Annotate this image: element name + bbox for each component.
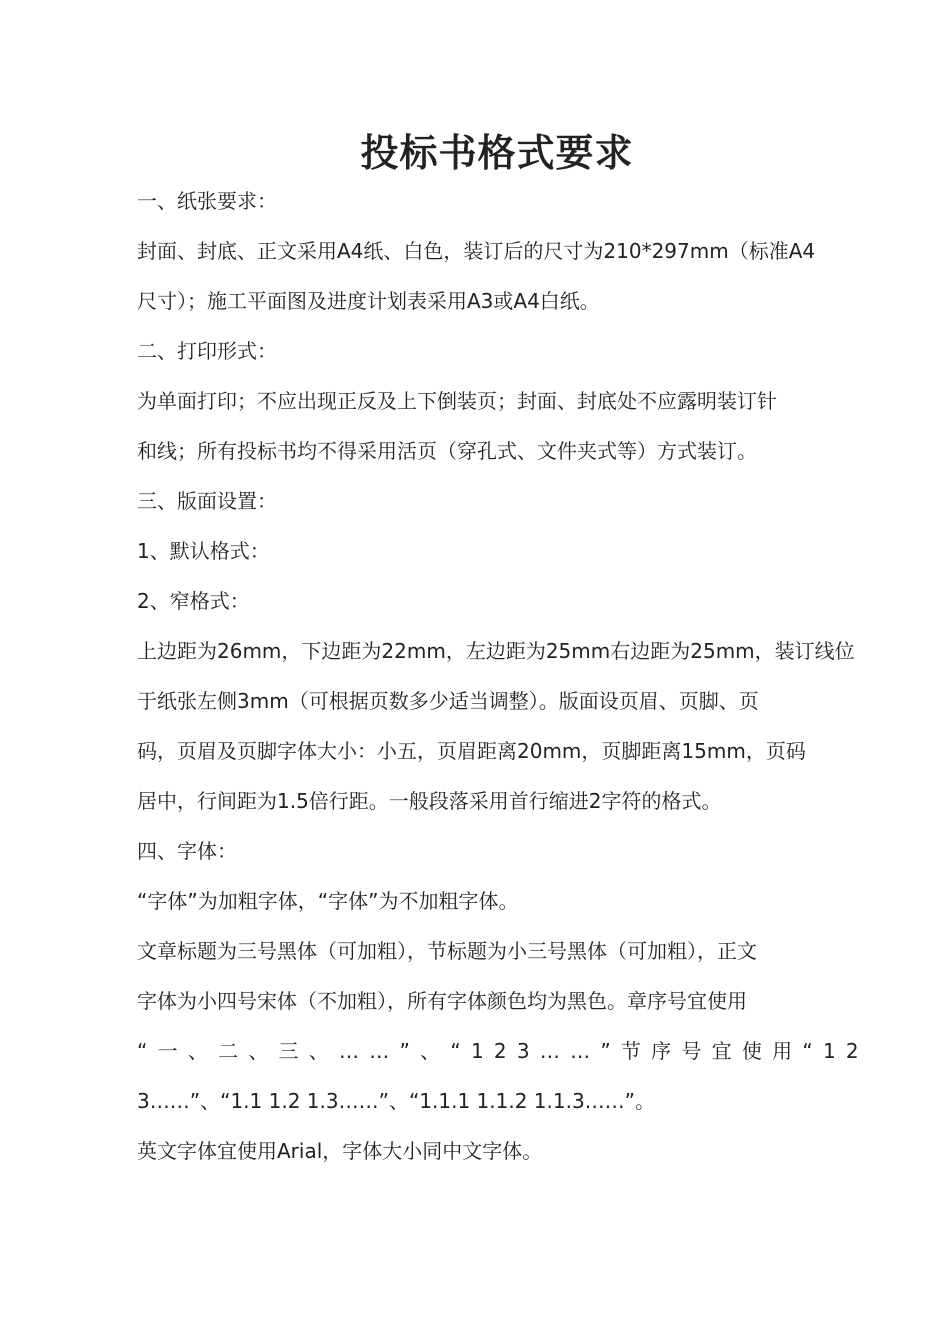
justified-char: “ xyxy=(137,1039,148,1063)
justified-char: 二 xyxy=(218,1039,239,1063)
paragraph-line: 居中，行间距为1.5倍行距。一般段落采用首行缩进2字符的格式。 xyxy=(137,789,722,813)
paragraph-line: 和线；所有投标书均不得采用活页（穿孔式、文件夹式等）方式装订。 xyxy=(137,439,757,463)
justified-char: “ xyxy=(450,1039,461,1063)
justified-char: 三 xyxy=(278,1039,299,1063)
justified-char: ” xyxy=(399,1039,410,1063)
paragraph-line: 3……”、“1.1 1.2 1.3……”、“1.1.1 1.1.2 1.1.3……”。 xyxy=(137,1089,656,1113)
paragraph-line: 码，页眉及页脚字体大小：小五，页眉距离20mm，页脚距离15mm，页码 xyxy=(137,739,806,763)
justified-char: 一 xyxy=(157,1039,178,1063)
justified-char: … xyxy=(570,1039,591,1063)
justified-char: 号 xyxy=(681,1039,702,1063)
section-heading-printing: 二、打印形式： xyxy=(137,339,277,363)
justified-char: 1 xyxy=(822,1039,836,1063)
subheading-default-format: 1、默认格式： xyxy=(137,539,270,563)
justified-char: 3 xyxy=(516,1039,530,1063)
subheading-narrow-format: 2、窄格式： xyxy=(137,589,250,613)
paragraph-line: 于纸张左侧3mm（可根据页数多少适当调整）。版面设页眉、页脚、页 xyxy=(137,689,759,713)
paragraph-line: 封面、封底、正文采用A4纸、白色，装订后的尺寸为210*297mm（标准A4 xyxy=(137,239,816,263)
justified-char: … xyxy=(339,1039,360,1063)
justified-char: 节 xyxy=(620,1039,641,1063)
justified-char: 、 xyxy=(420,1039,441,1063)
paragraph-line-justified xyxy=(137,1026,859,1076)
justified-char: ” xyxy=(600,1039,611,1063)
paragraph-line: 文章标题为三号黑体（可加粗），节标题为小三号黑体（可加粗），正文 xyxy=(137,939,757,963)
justified-char: 1 xyxy=(470,1039,484,1063)
justified-char: 、 xyxy=(308,1039,329,1063)
section-heading-fonts: 四、字体： xyxy=(137,839,237,863)
justified-char: … xyxy=(369,1039,390,1063)
document-body xyxy=(137,176,859,1176)
paragraph-line: 英文字体宜使用Arial，字体大小同中文字体。 xyxy=(137,1139,543,1163)
justified-char: 2 xyxy=(493,1039,507,1063)
justified-char: 用 xyxy=(772,1039,793,1063)
section-heading-paper: 一、纸张要求： xyxy=(137,189,277,213)
justified-char: 2 xyxy=(845,1039,859,1063)
justified-char: “ xyxy=(802,1039,813,1063)
paragraph-line: “字体”为加粗字体，“字体”为不加粗字体。 xyxy=(137,889,519,913)
justified-char: 宜 xyxy=(711,1039,732,1063)
justified-char: 、 xyxy=(187,1039,208,1063)
justified-char: … xyxy=(539,1039,560,1063)
section-heading-layout: 三、版面设置： xyxy=(137,489,277,513)
justified-char: 、 xyxy=(248,1039,269,1063)
justified-char: 使 xyxy=(741,1039,762,1063)
paragraph-line: 尺寸）；施工平面图及进度计划表采用A3或A4白纸。 xyxy=(137,289,600,313)
paragraph-line: 为单面打印；不应出现正反及上下倒装页；封面、封底处不应露明装订针 xyxy=(137,389,777,413)
document-title: 投标书格式要求 xyxy=(360,131,634,175)
paragraph-line: 上边距为26mm，下边距为22mm，左边距为25mm右边距为25mm，装订线位 xyxy=(137,639,855,663)
justified-char: 序 xyxy=(651,1039,672,1063)
paragraph-line: 字体为小四号宋体（不加粗），所有字体颜色均为黑色。章序号宜使用 xyxy=(137,989,747,1013)
